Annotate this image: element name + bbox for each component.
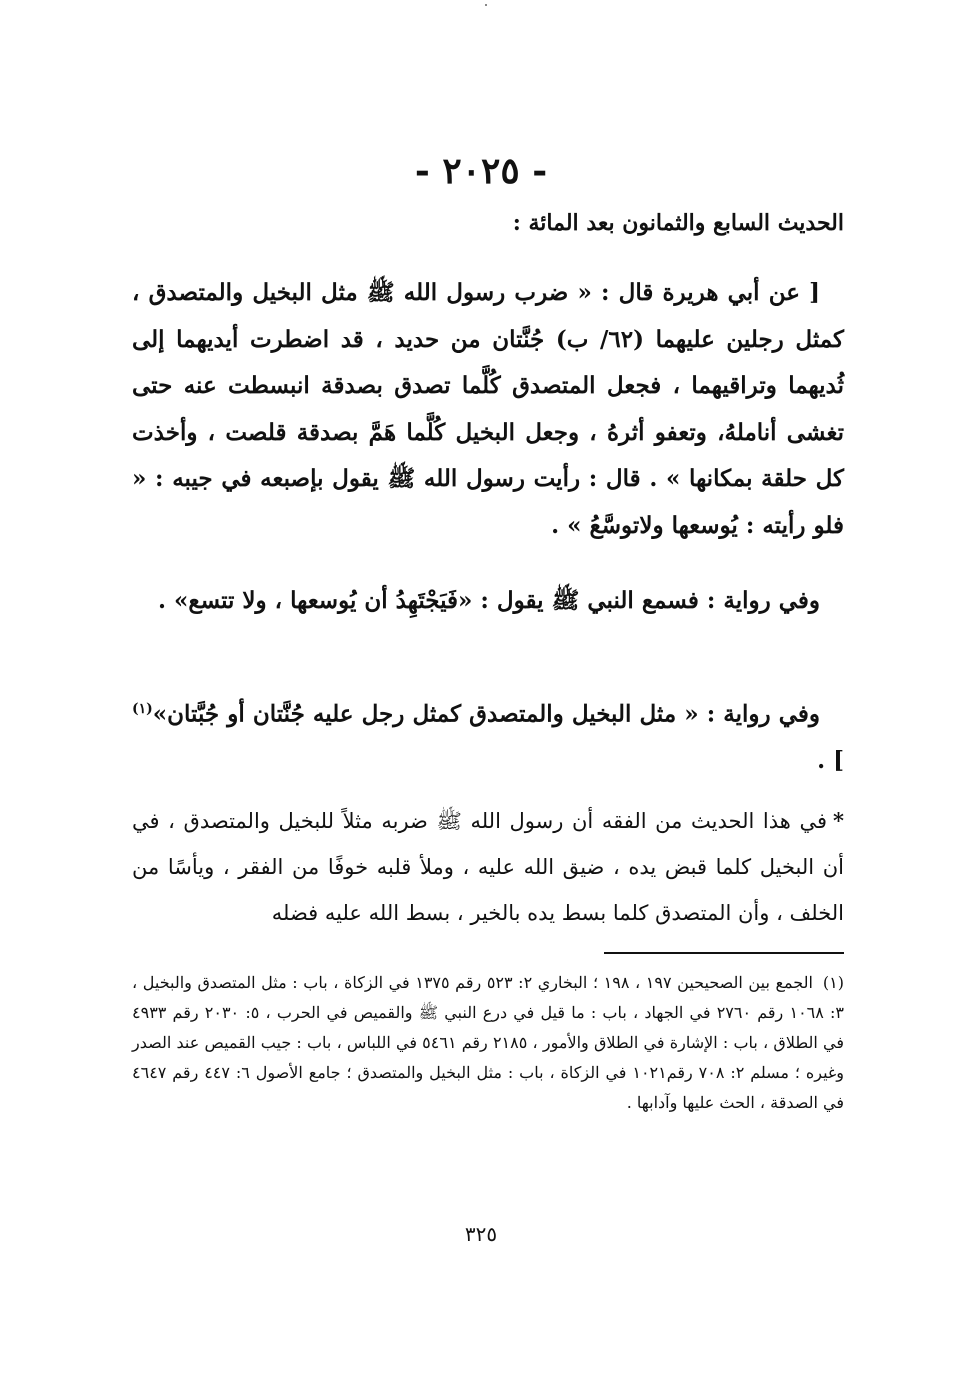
riwaya-paragraph-2 — [132, 686, 844, 784]
page-number: ٣٢٥ — [464, 1222, 498, 1246]
riwaya-2-end: ] . — [817, 746, 844, 774]
asterisk-bullet: * — [833, 808, 844, 833]
riwaya-2-text: وفي رواية : « مثل البخيل والمتصدق كمثل رجل عليه جُنَّتان أو جُبَّتان» — [152, 700, 820, 728]
footnote — [132, 968, 844, 1118]
footnote-text: الجمع بين الصحيحين ١٩٧ ، ١٩٨ ؛ البخاري ٢: ٥٢٣ رقم ١٣٧٥ في الزكاة ، باب : مثل المتصدق والبخيل ، ٣: ١٠٦٨ رقم ٢٧٦٠ في الجهاد ، باب : ما قيل في درع النبي ﷺ والقميص في الحرب ، ٥: ٢٠٣٠ رقم ٤٩٣٣ في الطلاق ، باب : الإشارة في الطلاق والأمور ، ٢١٨٥ رقم ٥٤٦١ في اللباس ، باب : جيب القميص عند الصدر وغيره ؛ مسلم ٢: ٧٠٨ رقم١٠٢١ في الزكاة ، باب : مثل البخيل والمتصدق ؛ جامع الأصول ٦: ٤٤٧ رقم ٤٦٤٧ في الصدقة ، الحث عليها وآدابها . — [132, 973, 845, 1112]
footnote-ref: (١) — [132, 701, 153, 717]
hadith-title: الحديث السابع والثمانون بعد المائة : — [512, 210, 844, 236]
riwaya-paragraph-1: وفي رواية : فسمع النبي ﷺ يقول : «فَيَجْتَهِدُ أن يُوسعها ، ولا تتسع» . — [157, 587, 820, 614]
hadith-main-paragraph: [ عن أبي هريرة قال : « ضرب رسول الله ﷺ مثل البخيل والمتصدق ، كمثل رجلين عليهما (٦٢/ ب) جُنَّتان من حديد ، قد اضطرت أيديهما إلى ثُديهما وتراقيهما ، فجعل المتصدق كُلَّما تصدق بصدقة انبسطت عنه حتى تغشى أناملهُ، وتعفو أثرهُ ، وجعل البخيل كُلَّما هَمَّ بصدقة قلصت ، وأخذت كل حلقة بمكانها » . قال : رأيت رسول الله ﷺ يقول بإصبعه في جيبه : « فلو رأيته : يُوسعها ولاتوسَّعُ » . — [132, 279, 844, 539]
hadith-main-text — [132, 270, 844, 549]
margin-dot — [485, 4, 487, 6]
hadith-number: - ٢٠٢٥ - — [414, 150, 548, 192]
commentary-text: في هذا الحديث من الفقه أن رسول الله ﷺ ضربه مثلاً للبخيل والمتصدق ، في أن البخيل كلما قبض يده ، ضيق الله عليه ، وملأ قلبه خوفًا من الفقر ، ويأسًا من الخلف ، وأن المتصدق كلما بسط يده بالخير ، بسط الله عليه فضله — [132, 809, 844, 925]
footnote-divider — [604, 952, 844, 954]
footnote-number: (١) — [822, 973, 844, 992]
commentary-paragraph — [132, 798, 844, 936]
